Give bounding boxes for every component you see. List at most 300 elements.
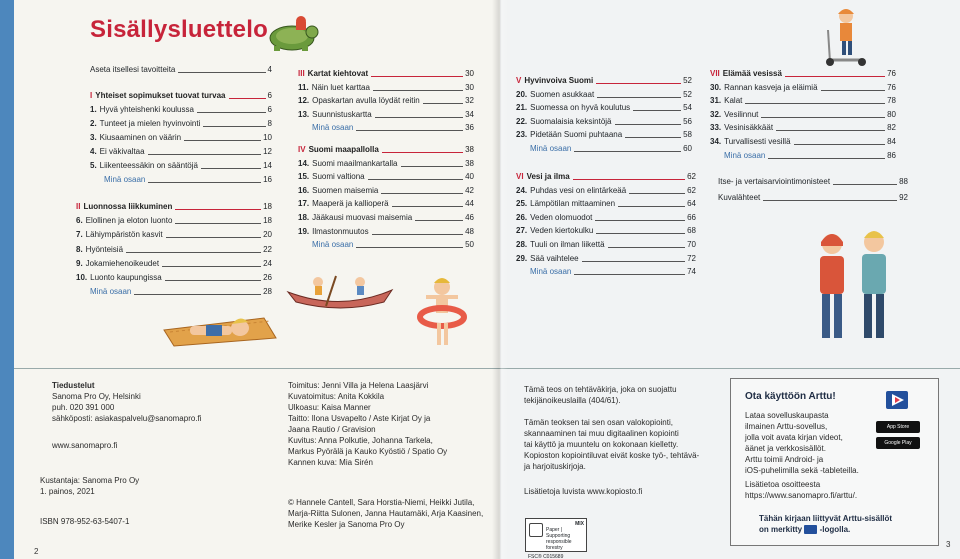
entry-number: 27. [516,226,528,236]
entry-page: 24 [263,258,272,268]
entry-page: 44 [465,199,474,209]
entry-label: Turvallisesti vesillä [724,137,791,146]
entry-number: V [516,76,522,85]
entry-page: 74 [687,267,696,277]
entry-page: 56 [683,116,692,126]
arttu-body-line: jolla voit avata kirjan videot, [745,433,843,442]
toc-extra-entry [718,194,908,202]
leader-line [148,182,261,183]
legal-line: Tämän teoksen tai sen osan valokopiointi, [524,418,673,427]
page-title: Sisällysluettelo [90,16,268,43]
credit-line: Jaana Rautio / Gravision [288,425,376,434]
toc-mina-osaan-entry [312,124,474,132]
arttu-logo-icon [886,391,908,409]
toc-chapter-entry [76,217,272,225]
entry-label: Hyvä yhteishenki koulussa [99,105,194,114]
entry-page: 26 [263,273,272,282]
entry-page: 78 [887,96,896,106]
toc-intro-entry [90,66,272,74]
copyright-block [288,497,483,530]
website-text: www.sanomapro.fi [52,441,118,450]
credit-line: Toimitus: Jenni Villa ja Helena Laasjärvi [288,381,429,390]
entry-label: Elämää vesissä [722,69,782,78]
fsc-logo [525,518,587,559]
leader-line [162,266,261,267]
leader-line [618,206,685,207]
entry-label: Suomi valtiona [312,172,365,182]
leader-line [761,117,885,118]
leader-line [785,76,885,77]
contact-heading: Tiedustelut [52,381,95,390]
leader-line [382,152,463,153]
entry-page: 84 [887,137,896,146]
leader-line [148,154,262,155]
entry-number: I [90,91,93,100]
toc-chapter-entry [516,214,696,222]
toc-section-heading [298,146,474,154]
entry-page: 82 [887,123,896,133]
credit-line: Ulkoasu: Kaisa Manner [288,403,371,412]
arttu-body-line: iOS-puhelimilla sekä -tableteilla. [745,466,859,475]
toc-section-heading [76,203,272,211]
entry-label: Vesi ja ilma [526,172,570,181]
leader-line [745,103,885,104]
leader-line [184,140,261,141]
leader-line [372,234,464,235]
arttu-footer-end: -logolla. [819,525,851,534]
entry-page: 70 [687,240,696,249]
entry-number: 20. [516,89,528,99]
entry-label: Hyönteisiä [85,244,124,254]
toc-chapter-entry [298,84,474,92]
isbn-text: ISBN 978-952-63-5407-1 [40,517,130,526]
entry-page: 36 [465,123,474,133]
entry-page: 60 [683,144,692,153]
entry-number: 19. [298,226,310,236]
copying-notice [524,417,699,472]
arttu-url[interactable]: https://www.sanomapro.fi/arttu/. [745,491,858,500]
entry-page: 76 [887,82,896,92]
fsc-code: FSC® C015689 [528,554,564,559]
entry-label: Suomen maisemia [312,185,379,195]
tree-icon [529,523,543,537]
legal-line: tekijänoikeuslailla (404/61). [524,396,621,405]
toc-chapter-entry [76,246,272,254]
contact-line: sähköposti: asiakaspalvelu@sanomapro.fi [52,414,202,423]
entry-page: 34 [465,109,474,119]
entry-number: VII [710,69,720,78]
leader-line [201,168,261,169]
leader-line [596,233,685,234]
entry-label: Suomen asukkaat [530,89,595,99]
page-number-left: 2 [34,547,39,556]
toc-chapter-entry [298,97,474,105]
toc-mina-osaan-entry [530,268,696,276]
toc-chapter-entry [76,231,272,239]
arttu-body-line: Lataa sovelluskaupasta [745,411,829,420]
entry-page: 76 [887,69,896,78]
toc-extra-entry [718,178,908,186]
arttu-body-line: Arttu toimii Android- ja [745,455,824,464]
entry-label: Yhteiset sopimukset tuovat turvaa [95,91,226,100]
leader-line [574,274,685,275]
entry-label: Jääkausi muovasi maisemia [312,213,413,222]
entry-page: 62 [687,185,696,195]
entry-label: Vesinisäkkäät [724,123,774,133]
leader-line [608,247,686,248]
entry-number: 23. [516,130,528,140]
fsc-sub: Paper | Supporting responsible forestry [546,527,572,551]
leader-line [415,220,463,221]
contact-line: puh. 020 391 000 [52,403,115,412]
entry-label: Minä osaan [104,175,146,184]
entry-number: 21. [516,103,528,113]
arttu-title: Ota käyttöön Arttu! [745,391,836,402]
toc-chapter-entry [516,200,696,208]
entry-number: 22. [516,116,528,126]
toc-chapter-entry [516,187,696,195]
leader-line [573,179,685,180]
entry-label: Luonto kaupungissa [90,273,162,282]
leader-line [203,126,265,127]
leader-line [582,261,685,262]
entry-label: Hyvinvoiva Suomi [524,76,594,85]
entry-label: Näin luet karttaa [311,82,370,92]
entry-label: Vesilinnut [724,109,759,119]
leader-line [596,83,681,84]
entry-label: Kuvalähteet [718,193,761,202]
leader-line [381,193,463,194]
toc-chapter-entry [516,241,696,249]
app-store-badge[interactable]: App Store [876,421,920,433]
leader-line [375,117,463,118]
entry-page: 58 [683,130,692,140]
leader-line [423,103,463,104]
entry-page: 48 [465,226,474,236]
copyright-line: Marja-Riitta Sulonen, Janna Hautamäki, Arja Kaasinen, [288,509,484,518]
entry-number: II [76,202,81,211]
entry-number: 28. [516,240,528,249]
entry-number: 10. [76,273,88,282]
entry-number: 16. [298,185,310,195]
entry-number: 26. [516,212,528,222]
arttu-more [745,479,857,501]
toc-mina-osaan-entry [724,152,896,160]
toc-chapter-entry [298,214,474,222]
entry-label: Tunteet ja mielen hyvinvointi [99,119,201,128]
toc-mina-osaan-entry [312,241,474,249]
toc-section-heading [710,70,896,78]
entry-page: 62 [687,172,696,181]
toc-chapter-entry [298,111,474,119]
toc-section-heading [90,92,272,100]
leader-line [165,280,261,281]
entry-label: Lähiympäristön kasvit [85,230,163,240]
entry-number: 31. [710,96,722,106]
leader-line [763,200,897,201]
entry-label: Luonnossa liikkuminen [83,202,173,211]
leader-line [776,130,885,131]
leader-line [373,90,463,91]
entry-page: 10 [263,133,272,142]
page-number-right: 3 [946,540,951,549]
entry-label: Minä osaan [312,123,354,133]
entry-label: Minä osaan [312,240,354,250]
legal-line: skannaaminen tai muu digitaalinen kopiointi [524,429,679,438]
toc-chapter-entry [298,160,474,168]
entry-page: 30 [465,82,474,92]
credit-line: Taitto: Ilona Usvapelto / Aste Kirjat Oy ja [288,414,431,423]
entry-label: Suunnistuskartta [312,109,372,119]
entry-number: 11. [298,82,309,92]
entry-label: Ilmastonmuutos [312,226,369,236]
entry-page: 4 [267,65,272,74]
google-play-badge[interactable]: Google Play [876,437,920,449]
copyright-line: © Hannele Cantell, Sara Horstia-Niemi, Heikki Jutila, [288,498,475,507]
leader-line [197,112,266,113]
entry-number: VI [516,172,524,181]
entry-label: Kartat kiehtovat [307,69,369,78]
entry-label: Tuuli on ilman liikettä [530,240,605,249]
entry-label: Veden kiertokulku [530,226,594,236]
entry-label: Veden olomuodot [530,212,593,222]
entry-page: 88 [899,177,908,186]
entry-label: Pidetään Suomi puhtaana [530,130,623,140]
entry-page: 92 [899,193,908,202]
entry-number: 30. [710,82,722,92]
toc-chapter-entry [710,111,896,119]
toc-mina-osaan-entry [90,288,272,296]
leader-line [833,184,897,185]
arttu-info-box [730,378,939,546]
toc-section-heading [298,70,474,78]
entry-number: 5. [90,161,97,170]
leader-line [175,223,261,224]
copyright-line: Merike Kesler ja Sanoma Pro Oy [288,520,405,529]
toc-chapter-entry [516,255,696,263]
entry-number: 12. [298,96,310,106]
toc-chapter-entry [710,138,896,146]
entry-page: 18 [263,216,272,226]
entry-label: Suomi maapallolla [308,145,379,154]
entry-number: 29. [516,253,528,263]
leader-line [401,166,464,167]
entry-label: Puhdas vesi on elintärkeää [530,185,627,195]
arttu-footer-line: Tähän kirjaan liittyvät Arttu-sisällöt [759,514,893,523]
entry-page: 72 [687,253,696,263]
leader-line [597,97,681,98]
entry-page: 86 [887,150,896,160]
entry-page: 42 [465,185,474,195]
entry-page: 80 [887,109,896,119]
entry-number: 15. [298,172,310,182]
entry-label: Minä osaan [530,267,572,277]
entry-label: Itse- ja vertaisarviointimonisteet [718,177,831,186]
entry-page: 22 [263,244,272,254]
leader-line [633,110,681,111]
entry-page: 50 [465,240,474,250]
leader-line [175,209,261,210]
toc-chapter-entry [298,187,474,195]
arttu-mark-icon [804,525,817,534]
leader-line [595,220,685,221]
toc-mina-osaan-entry [530,145,692,153]
entry-label: Kiusaaminen on väärin [99,133,182,142]
legal-line: ja harjoituskirjoja. [524,462,586,471]
leader-line [625,137,681,138]
publisher-block [40,475,139,497]
leader-line [574,151,681,152]
toc-chapter-entry [516,131,692,139]
entry-label: Aseta itsellesi tavoitteita [90,65,176,74]
entry-label: Kalat [724,96,743,106]
entry-label: Minä osaan [90,287,132,297]
entry-page: 38 [465,158,474,168]
entry-page: 32 [465,96,474,106]
toc-chapter-entry [76,274,272,282]
entry-label: Sää vaihtelee [530,253,579,263]
entry-number: 14. [298,158,310,168]
entry-number: 17. [298,199,310,209]
swimring-child-illustration [412,275,474,355]
legal-line: Kopioston kopiointiluvat eivät koske työ-, tehtävä- [524,451,700,460]
leader-line [768,158,885,159]
arttu-footer-line: on merkitty [759,525,803,534]
kopiosto-text: Lisätietoja luvista www.kopiosto.fi [524,487,643,496]
entry-page: 20 [263,230,272,240]
page-divider-left [14,368,500,369]
arttu-body-line: ilmainen Arttu-sovellus, [745,422,828,431]
toc-chapter-entry [90,162,272,170]
contact-block [52,380,202,424]
credit-line: Kuvatoimitus: Anita Kokkila [288,392,385,401]
toc-chapter-entry [90,120,272,128]
toc-section-heading [516,77,692,85]
toc-chapter-entry [516,118,692,126]
leader-line [371,76,463,77]
entry-label: Liikenteessäkin on sääntöjä [99,161,198,170]
entry-label: Suomalaisia keksintöjä [530,116,612,126]
entry-page: 54 [683,103,692,113]
entry-number: IV [298,145,306,154]
credit-line: Kuvitus: Anna Polkutie, Johanna Tarkela, [288,436,433,445]
toc-chapter-entry [90,106,272,114]
leader-line [821,90,886,91]
entry-page: 30 [465,69,474,78]
leader-line [356,247,463,248]
leader-line [615,124,682,125]
entry-number: 7. [76,230,83,240]
entry-page: 16 [263,175,272,184]
toc-chapter-entry [710,84,896,92]
entry-number: 2. [90,119,97,128]
leader-line [229,98,266,99]
entry-number: 13. [298,109,310,119]
entry-label: Lämpötilan mittaaminen [530,199,616,209]
arttu-more-line: Lisätietoa osoitteesta [745,480,821,489]
entry-page: 40 [465,172,474,182]
entry-number: 32. [710,109,722,119]
entry-label: Suomessa on hyvä koulutus [530,103,631,113]
publisher-line: Kustantaja: Sanoma Pro Oy [40,476,140,485]
legal-line: tai käyttö ja muuntelu on kokonaan kielletty. [524,440,679,449]
entry-number: 3. [90,133,97,142]
arttu-footer [759,513,892,535]
entry-page: 6 [267,91,272,100]
leader-line [356,130,463,131]
leader-line [629,193,685,194]
turtle-illustration [262,12,322,52]
legal-notice [524,384,677,406]
entry-number: 33. [710,123,722,133]
entry-number: 24. [516,185,528,195]
leader-line [392,206,463,207]
entry-page: 28 [263,287,272,297]
entry-label: Minä osaan [724,150,766,160]
entry-number: 34. [710,137,722,146]
entry-page: 66 [687,212,696,222]
walking-children-illustration [804,226,904,356]
leader-line [794,144,886,145]
sunbathing-boy-illustration [160,308,280,348]
entry-page: 52 [683,89,692,99]
entry-number: 8. [76,244,83,254]
toc-chapter-entry [298,228,474,236]
toc-chapter-entry [298,200,474,208]
toc-chapter-entry [76,260,272,268]
entry-label: Ei väkivaltaa [99,147,145,156]
entry-label: Rannan kasveja ja eläimiä [724,82,818,92]
toc-chapter-entry [90,148,272,156]
entry-number: 1. [90,105,97,114]
fsc-mix: MIX [575,521,584,527]
toc-section-heading [516,173,696,181]
entry-label: Suomi maailmankartalla [312,158,398,168]
legal-line: Tämä teos on tehtäväkirja, joka on suojattu [524,385,677,394]
arttu-body [745,410,859,476]
arttu-body-line: äänet ja verkkosisällöt. [745,444,826,453]
entry-page: 52 [683,76,692,85]
entry-number: 18. [298,213,310,222]
entry-label: Opaskartan avulla löydät reitin [312,96,420,106]
entry-label: Elollinen ja eloton luonto [85,216,173,226]
entry-page: 14 [263,161,272,170]
entry-page: 46 [465,213,474,222]
toc-chapter-entry [710,124,896,132]
entry-page: 8 [267,119,272,128]
credit-line: Markus Pyörälä ja Kauko Kyöstiö / Spatio Oy [288,447,448,456]
entry-page: 12 [263,147,272,156]
toc-chapter-entry [516,104,692,112]
canoe-illustration [286,272,396,312]
contact-line: Sanoma Pro Oy, Helsinki [52,392,141,401]
entry-label: Minä osaan [530,144,572,153]
entry-page: 38 [465,145,474,154]
entry-page: 64 [687,199,696,209]
publisher-line: 1. painos, 2021 [40,487,95,496]
toc-chapter-entry [710,97,896,105]
entry-label: Maaperä ja kallioperä [312,199,389,209]
page-divider-right [500,368,960,369]
entry-number: 4. [90,147,97,156]
credits-block [288,380,447,468]
toc-chapter-entry [90,134,272,142]
scooter-child-illustration [820,4,870,68]
entry-page: 6 [267,105,272,114]
leader-line [178,72,265,73]
entry-number: III [298,69,305,78]
entry-number: 9. [76,258,83,268]
